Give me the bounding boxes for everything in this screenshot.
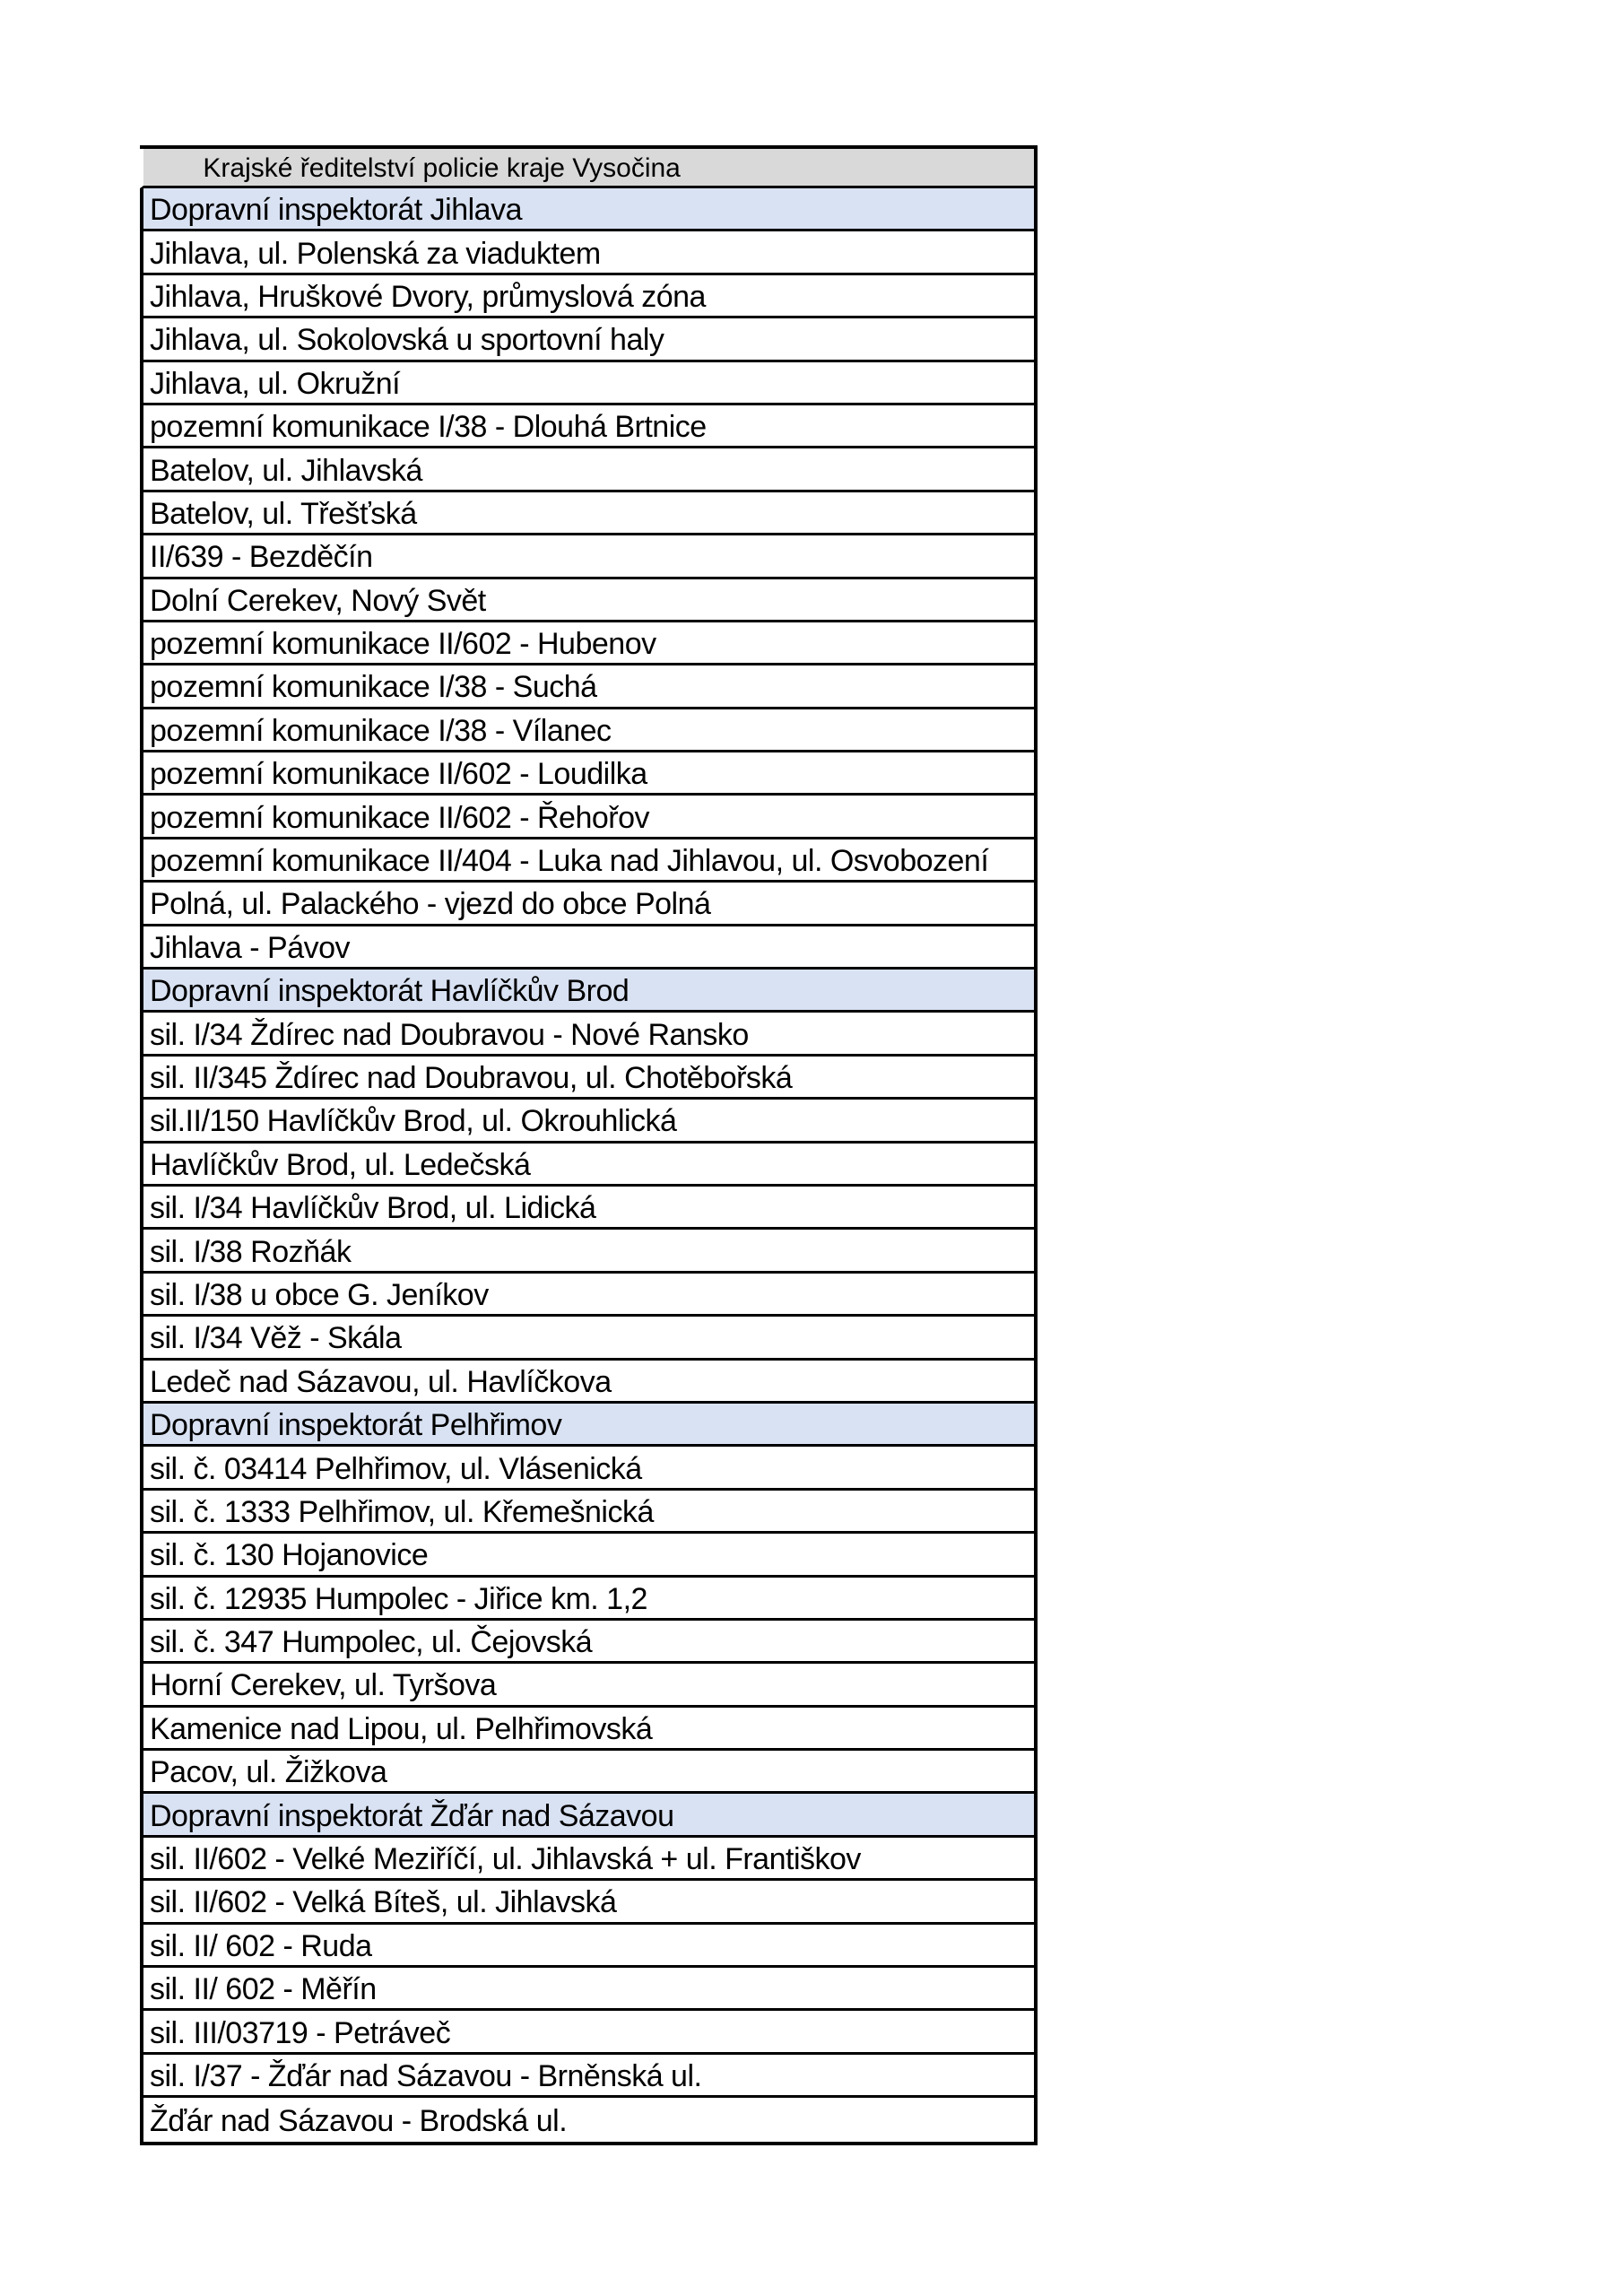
table-row [140, 535, 1034, 578]
row-label: Jihlava, Hruškové Dvory, průmyslová zóna [150, 279, 706, 314]
table-row [140, 1361, 1034, 1404]
row-label: sil. č. 12935 Humpolec - Jiřice km. 1,2 [150, 1581, 647, 1616]
row-label: pozemní komunikace II/602 - Loudilka [150, 757, 647, 792]
row-label: pozemní komunikace II/602 - Řehořov [150, 800, 650, 835]
table-row [140, 2011, 1034, 2054]
row-label: sil. I/38 u obce G. Jeníkov [150, 1277, 489, 1312]
section-header-row [140, 1404, 1034, 1447]
table-row [140, 1708, 1034, 1751]
table-row [140, 1751, 1034, 1794]
table-row [140, 926, 1034, 970]
row-label: Dolní Cerekev, Nový Svět [150, 583, 486, 618]
row-label: Jihlava - Pávov [150, 930, 351, 965]
row-label: Pacov, ul. Žižkova [150, 1755, 387, 1790]
table-row [140, 1838, 1034, 1881]
row-label: Jihlava, ul. Okružní [150, 366, 401, 401]
row-label: II/639 - Bezděčín [150, 540, 373, 575]
table-row [140, 839, 1034, 883]
table-row [140, 1274, 1034, 1317]
table-title: Krajské ředitelství policie kraje Vysočina [203, 152, 681, 183]
table-row [140, 709, 1034, 752]
row-label: sil. č. 347 Humpolec, ul. Čejovská [150, 1625, 593, 1660]
table-row [140, 231, 1034, 274]
table-row [140, 1491, 1034, 1534]
table-row [140, 883, 1034, 926]
section-header-label: Dopravní inspektorát Žďár nad Sázavou [150, 1798, 674, 1833]
section-header-row [140, 1794, 1034, 1837]
row-label: Havlíčkův Brod, ul. Ledečská [150, 1147, 531, 1182]
table-row [140, 275, 1034, 318]
row-label: sil. III/03719 - Petráveč [150, 2015, 451, 2050]
section-header-label: Dopravní inspektorát Pelhřimov [150, 1408, 562, 1443]
table-row [140, 1578, 1034, 1621]
table-body [140, 188, 1034, 2142]
row-label: sil.II/150 Havlíčkův Brod, ul. Okrouhlická [150, 1104, 677, 1139]
row-label: pozemní komunikace I/38 - Suchá [150, 670, 597, 705]
table-row [140, 752, 1034, 796]
table-row [140, 1144, 1034, 1187]
table-row [140, 1881, 1034, 1924]
section-header-label: Dopravní inspektorát Jihlava [150, 193, 523, 228]
table-row [140, 1447, 1034, 1490]
row-label: sil. II/ 602 - Měřín [150, 1972, 377, 2007]
row-label: pozemní komunikace I/38 - Vílanec [150, 713, 612, 748]
row-label: sil. I/34 Věž - Skála [150, 1321, 402, 1356]
row-label: sil. č. 130 Hojanovice [150, 1538, 429, 1573]
table-row [140, 1621, 1034, 1664]
row-label: Horní Cerekev, ul. Tyršova [150, 1668, 497, 1703]
row-label: pozemní komunikace I/38 - Dlouhá Brtnice [150, 410, 707, 445]
table-row [140, 1925, 1034, 1968]
section-header-label: Dopravní inspektorát Havlíčkův Brod [150, 974, 630, 1009]
table-row [140, 1100, 1034, 1143]
row-label: pozemní komunikace II/404 - Luka nad Jihlavou, ul. Osvobození [150, 844, 989, 879]
table-row [140, 1013, 1034, 1056]
row-label: sil. č. 1333 Pelhřimov, ul. Křemešnická [150, 1494, 654, 1529]
row-label: sil. I/34 Havlíčkův Brod, ul. Lidická [150, 1191, 596, 1226]
table-row [140, 2055, 1034, 2098]
table-row [140, 448, 1034, 491]
table-row [140, 1968, 1034, 2011]
row-label: Batelov, ul. Třešťská [150, 496, 417, 531]
police-locations-table [140, 145, 1038, 2145]
table-row [140, 622, 1034, 665]
row-label: Kamenice nad Lipou, ul. Pelhřimovská [150, 1711, 653, 1746]
table-title-row [140, 149, 1034, 188]
table-row [140, 796, 1034, 839]
table-row [140, 405, 1034, 448]
row-label: sil. II/602 - Velké Meziříčí, ul. Jihlavská + ul. Františkov [150, 1842, 861, 1877]
table-row [140, 1534, 1034, 1577]
row-label: sil. č. 03414 Pelhřimov, ul. Vlásenická [150, 1451, 642, 1486]
row-label: Polná, ul. Palackého - vjezd do obce Polná [150, 887, 711, 922]
row-label: sil. I/34 Ždírec nad Doubravou - Nové Ransko [150, 1017, 749, 1052]
table-row [140, 318, 1034, 361]
table-row [140, 362, 1034, 405]
row-label: sil. I/38 Rozňák [150, 1234, 352, 1269]
row-label: Jihlava, ul. Sokolovská u sportovní haly [150, 323, 664, 358]
section-header-row [140, 188, 1034, 231]
row-label: Žďár nad Sázavou - Brodská ul. [150, 2103, 568, 2138]
table-row [140, 1664, 1034, 1707]
row-label: sil. I/37 - Žďár nad Sázavou - Brněnská ul. [150, 2058, 702, 2093]
table-row [140, 2098, 1034, 2141]
row-label: sil. II/ 602 - Ruda [150, 1928, 372, 1963]
table-row [140, 1230, 1034, 1273]
section-header-row [140, 970, 1034, 1013]
row-label: Ledeč nad Sázavou, ul. Havlíčkova [150, 1364, 612, 1399]
row-label: sil. II/345 Ždírec nad Doubravou, ul. Chotěbořská [150, 1061, 793, 1095]
table-row [140, 1317, 1034, 1360]
table-row [140, 1057, 1034, 1100]
row-label: pozemní komunikace II/602 - Hubenov [150, 627, 656, 662]
table-row [140, 579, 1034, 622]
row-label: Batelov, ul. Jihlavská [150, 453, 422, 488]
table-row [140, 665, 1034, 709]
table-row [140, 1187, 1034, 1230]
row-label: sil. II/602 - Velká Bíteš, ul. Jihlavská [150, 1885, 617, 1920]
table-row [140, 492, 1034, 535]
row-label: Jihlava, ul. Polenská za viaduktem [150, 236, 601, 271]
